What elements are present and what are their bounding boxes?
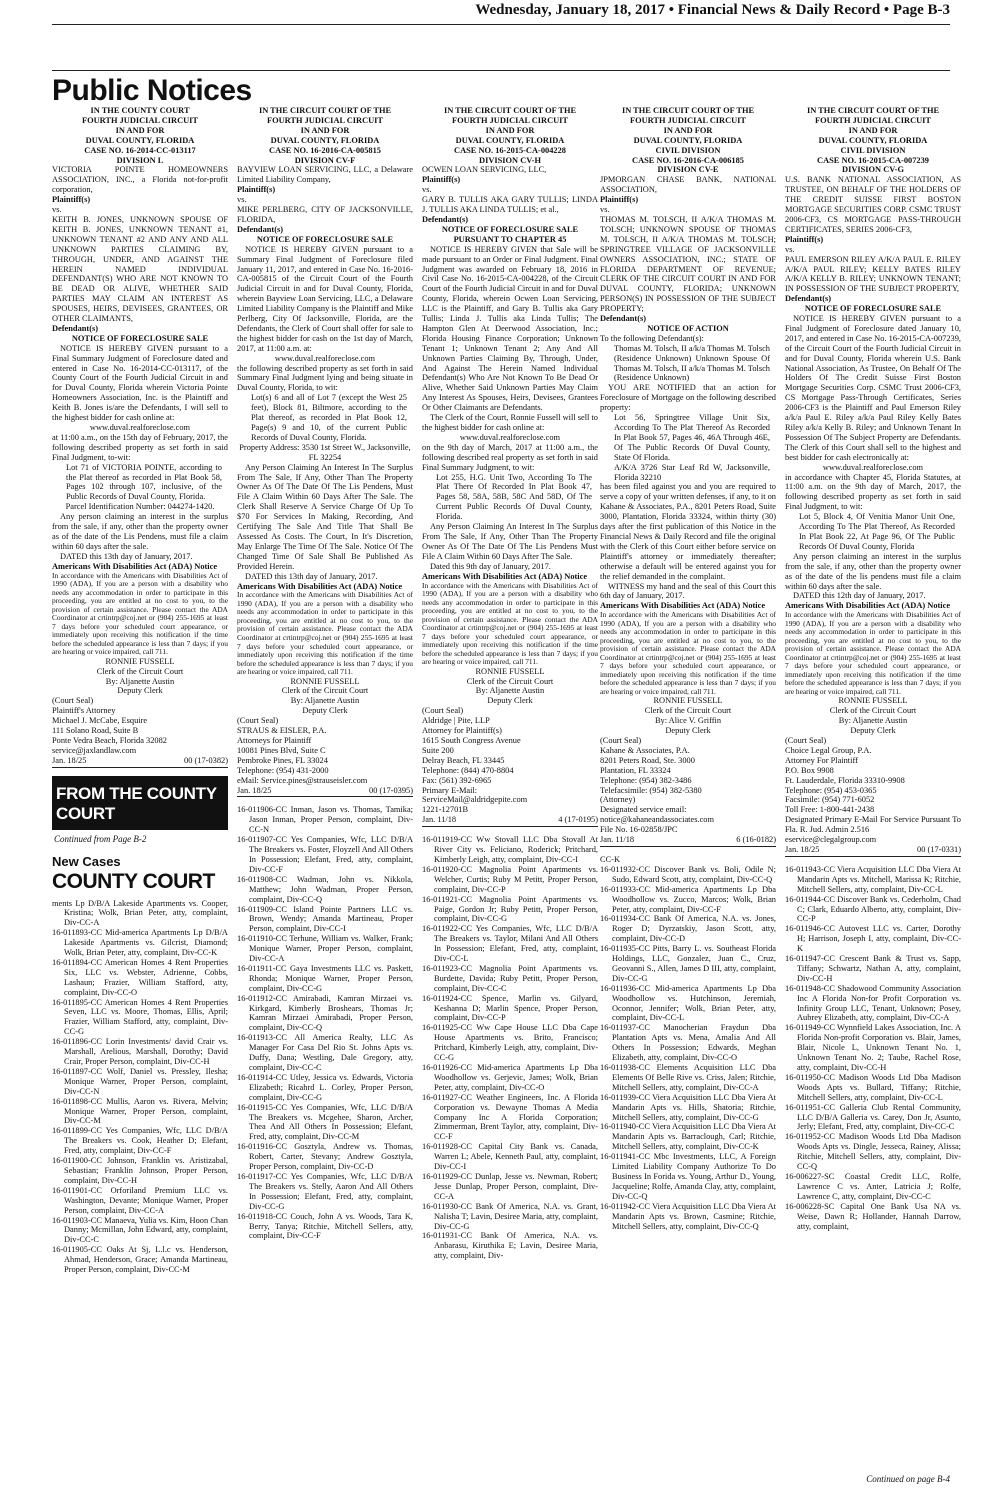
case-entry: 16-011900-CC Johnson, Franklin vs. Aristizabal, Sebastian; Franklin Johnson, Proper Person, complaint, Div-CC-H (52, 1156, 228, 1185)
notice-body-line: RONNIE FUSSELL (290, 676, 360, 686)
notice-body-line: Pembroke Pines, FL 33024 (237, 755, 328, 765)
notice-heading-line: IN THE CIRCUIT COURT OF THE (443, 106, 577, 115)
notice-ad-number: 00 (17-0395) (369, 785, 413, 795)
notice-body-line: www.duval.realforeclose.com (822, 462, 924, 472)
notice-body-line: THOMAS M. TOLSCH, II A/K/A THOMAS M. TOLSCH; UNKNOWN SPOUSE OF THOMAS M. TOLSCH, II A/K/A THOMAS M. TOLSCH; SPRINGTREE VILLAGE OF JACKSONVILLE OWNERS ASSOCIATION, INC.; STATE OF FLORIDA DEPARTMENT OF REVENUE; CLERK OF THE CIRCUIT COURT IN AND FOR DUVAL COUNTY, FLORIDA; UNKNOWN PERSON(S) IN POSSESSION OF THE SUBJECT PROPERTY; (600, 214, 776, 314)
notice-body-line: By: Aljanette Austin (105, 676, 175, 686)
case-entry: ments Lp D/B/A Lakeside Apartments vs. Cooper, Kristina; Wolk, Brian Peter, atty, complaint, Div-CC-A (52, 898, 228, 928)
case-entry: 16-011913-CC All America Realty, LLC As Manager For Casa Del Rio St. Johns Apts vs. Duffy, Dana; Westling, Dale Gregory, atty, complaint, Div-CC-C (237, 1033, 413, 1072)
case-entry: 16-011930-CC Bank Of America, N.A. vs. Grant, Nalisha T; Lavin, Desiree Maria, atty, complaint, Div-CC-G (422, 1201, 598, 1231)
notice-ad-number: 00 (17-0382) (184, 755, 228, 765)
notice-body-line: Aldridge | Pite, LLP (422, 716, 490, 726)
notice-body-line: DATED this 13th day of January, 2017. (245, 571, 378, 581)
case-entry: 16-011903-CC Manaeva, Yulia vs. Kim, Hoon Chan Danny; Mcmillan, John Edward, atty, complaint, Div-CC-C (52, 1215, 228, 1245)
notice-body-line: To the following Defendant(s): (600, 333, 704, 343)
notice-body-line: Telephone: (954) 431-2000 (237, 765, 329, 775)
header-rule (52, 24, 950, 25)
notice-body-line: Deputy Clerk (302, 706, 348, 716)
notice-body-line: STRAUS & EISLER, P.A. (237, 726, 327, 736)
notice-body-line: In accordance with the Americans with Disabilities Act of 1990 (ADA), If you are a person with a disability who needs any accommodation in order to participate in this proceeding, you are entitled at no cost to you, to the provision of certain assistance. Please contact the ADA Coordinator at crtintrp@coj.net or (904) 255-1695 at least 7 days before your scheduled court appearance, or immediately upon receiving this notification if the time before the scheduled appearance is less than 7 days; if you are hearing or voice impaired, call 711. (785, 610, 961, 696)
notice-body-line: DATED this 12th day of January, 2017. (793, 591, 926, 601)
notice-heading-line: DIVISION L (116, 155, 164, 165)
notice-ad-number: 6 (16-0182) (736, 835, 776, 845)
notice-body-line: Dated this 9th day of January, 2017. (430, 561, 551, 571)
notice-body-line: Deputy Clerk (487, 696, 533, 706)
case-entry: 16-011909-CC Island Pointe Partners LLC vs. Brown, Wendy; Amanda Martineau, Proper Person, complaint, Div-CC-I (237, 904, 413, 934)
case-entry: 16-011897-CC Wolf, Daniel vs. Pressley, Ilesha; Monique Warner, Proper Person, complaint, Div-CC-N (52, 1066, 228, 1096)
notice-body-line: Ponte Vedra Beach, Florida 32082 (52, 736, 167, 745)
case-entry: 16-011946-CC Autovest LLC vs. Carter, Dorothy H; Harrison, Joseph I, atty, complaint, Div-CC-K (785, 924, 961, 954)
case-entry: 16-011916-CC Gosztyla, Andrew vs. Thomas, Robert, Carter, Stevany; Andrew Gosztyla, Proper Person, complaint, Div-CC-D (237, 1142, 413, 1172)
notice-body-line: on the 9th day of March, 2017 at 11:00 a.m., the following described real property as set forth in said Final Summary Judgment, to wit: (422, 442, 598, 472)
notice-body-line: the following described property as set forth in said Summary Final Judgment lying and being situate in Duval County, Florida, to wit: (237, 363, 413, 393)
case-entry: 16-011907-CC Yes Companies, Wfc, LLC D/B/A The Breakers vs. Foster, Floyzell And All Others In Possession; Elefant, Fred, atty, complaint, Div-CC-F (237, 835, 413, 874)
county-court-banner: FROM THE COUNTY COURT (52, 776, 228, 830)
notice-body-line: RONNIE FUSSELL (653, 696, 723, 706)
notice-body-line: Designated service email: (600, 805, 687, 815)
case-entry: 16-011948-CC Shadowood Community Association Inc A Florida Non-for Profit Corporation vs. Infinity Group LLC, Tenant, Unknown; Posey, Aubrey Elizabeth, atty, complaint, Div-CC-A (785, 983, 961, 1023)
notice-body-line: P.O. Box 9908 (785, 765, 834, 775)
case-list (600, 855, 776, 1231)
notice-body-line: Americans With Disabilities Act (ADA) Notice (52, 561, 218, 571)
notice-body-line: (Court Seal) (600, 736, 642, 745)
notice-body-line: Clerk of the Circuit Court (466, 676, 554, 686)
notice-body-line: Clerk of the Circuit Court (829, 706, 917, 716)
notice-body-line: 1221-12701B (422, 805, 469, 815)
notice-body-line: (Court Seal) (422, 706, 464, 716)
notice-heading-line: CASE NO. 16-2015-CA-004228 (454, 145, 566, 155)
notice-heading-line: DIVISION CV-H (479, 155, 541, 165)
notice-body-line: In accordance with the Americans with Disabilities Act of 1990 (ADA), If you are a person with a disability who needs any accommodation in order to participate in this proceeding, you are entitled at no cost to you, to the provision of certain assistance. Please contact the ADA Coordinator at crtintrp@coj.net or (904) 255-1695 at least 7 days before your scheduled court appearance, or immediately upon receiving this notification if the time before the scheduled appearance is less than 7 days; if you are hearing or voice impaired, call 711. (52, 570, 228, 657)
notice-body-line: Plaintiff(s) (422, 175, 461, 185)
notice-body-line: Primary E-Mail: (422, 785, 478, 795)
case-entry: 16-011926-CC Mid-america Apartments Lp Dba Woodhollow vs. Gerjevic, James; Wolk, Brian Peter, atty, complaint, Div-CC-O (422, 1063, 598, 1092)
notice-body-line: www.duval.realforeclose.com (89, 423, 191, 432)
case-entry: 16-011895-CC American Homes 4 Rent Properties Seven, LLC vs. Moore, Thomas, Ellis, April; Frazier, William Stafford, atty, complaint, Div-CC-G (52, 997, 228, 1037)
notice-body-line: By: Aljanette Austin (290, 696, 360, 706)
notice-heading-line: IN AND FOR (485, 125, 535, 135)
notice-heading-line: IN THE CIRCUIT COURT OF THE (806, 106, 940, 115)
case-entry: 16-011939-CC Viera Acquisition LLC Dba Viera At Mandarin Apts vs. Hills, Shatoria; Ritchie, Mitchell Sellers, atty, complaint, Div-CC-G (600, 1092, 776, 1122)
case-entry: 16-011943-CC Viera Acquisition LLC Dba Viera At Mandarin Apts vs. Mitchell, Marissa K; Ritchie, Mitchell Sellers, atty, complaint, Div-CC-L (785, 864, 961, 894)
notice-body-line: Americans With Disabilities Act (ADA) Notice (237, 581, 403, 591)
section-rule (52, 70, 950, 71)
notice-body-line: Clerk of the Circuit Court (644, 706, 732, 716)
notice-heading-line: FOURTH JUDICIAL CIRCUIT (451, 115, 569, 125)
case-list (52, 899, 228, 1275)
case-entry: 16-011906-CC Inman, Jason vs. Thomas, Tamika; Jason Inman, Proper Person, complaint, Div-CC-N (237, 805, 413, 835)
notice-run-dates: Jan. 11/18 (422, 815, 457, 825)
case-entry: 16-011912-CC Amirabadi, Kamran Mirzaei vs. Kirkgard, Kimberly Broshears, Thomas Jr; Kamran Mirzaei Amirabadi, Proper Person, complaint, Div-CC-Q (237, 993, 413, 1033)
notice-heading-line: FOURTH JUDICIAL CIRCUIT (266, 115, 384, 125)
case-entry: 16-011951-CC Galleria Club Rental Community, LLC D/B/A Galleria vs. Carey, Don Jr, Asunto, Jerly; Elefant, Fred, atty, complaint, Div-CC-C (785, 1102, 961, 1132)
notice-column-5 (785, 106, 961, 1470)
notice-run-dates: Jan. 18/25 (785, 844, 820, 854)
notice-body-line: PAUL EMERSON RILEY A/K/A PAUL E. RILEY A/K/A PAUL RILEY; KELLY BATES RILEY A/K/A KELLY B. RILEY; UNKNOWN TENANT; IN POSSESSION OF THE SUBJECT PROPERTY, (785, 254, 961, 294)
case-entry: 16-006227-SC Coastal Credit LLC, Rolfe, Lawrence C vs. Anter, Latricia J; Rolfe, Lawrence C, atty, complaint, Div-CC-C (785, 1171, 961, 1201)
notice-heading-line: DUVAL COUNTY, FLORIDA (85, 135, 195, 145)
case-entry: 16-011928-CC Capital City Bank vs. Canada, Warren L; Abele, Kenneth Paul, atty, complaint, Div-CC-I (422, 1142, 598, 1172)
notice-body-line: 111 Solano Road, Suite B (52, 726, 139, 736)
notice-heading-line: IN AND FOR (300, 125, 350, 135)
notice-body-line: Suite 200 (422, 745, 454, 755)
notice-body-line: In accordance with the Americans with Disabilities Act of 1990 (ADA), If you are a person with a disability who needs any accommodation in order to participate in this proceeding, you are entitled at no cost to you, to the provision of certain assistance. Please contact the ADA Coordinator at crtintrp@coj.net or (904) 255-1695 at least 7 days before your scheduled court appearance, or immediately upon receiving this notification if the time before the scheduled appearance is less than 7 days; if you are hearing or voice impaired, call 711. (422, 580, 598, 667)
case-entry: 16-011920-CC Magnolia Point Apartments vs. Welcher, Curtis; Ruby M Petitt, Proper Person, complaint, Div-CC-P (422, 864, 598, 894)
notice-body-line: Michael J. McCabe, Esquire (52, 716, 148, 726)
case-entry: 16-011908-CC Wadman, John vs. Nikkola, Matthew; John Wadman, Proper Person, complaint, Div-CC-Q (237, 874, 413, 904)
notice-body-line: notice@kahaneandassociates.com (600, 815, 714, 825)
notice-body-line: Americans With Disabilities Act (ADA) Notice (785, 601, 951, 611)
case-entry: 16-011901-CC Orforiland Premium LLC vs. Washington, Devante; Monique Warner, Proper Person, complaint, Div-CC-A (52, 1185, 228, 1215)
notice-heading-line: DUVAL COUNTY, FLORIDA (818, 135, 928, 145)
case-entry: 16-011918-CC Couch, John A vs. Woods, Tara K, Berry, Tanya; Ritchie, Mitchell Sellers, atty, complaint, Div-CC-F (237, 1211, 413, 1241)
notice-body-line: The Clerk of the Court, Ronnie Fussell will sell to the highest bidder for cash online at: (422, 413, 598, 432)
notice-body-line: Parcel Identification Number: 044274-1420. (65, 502, 215, 512)
notice-footer (237, 786, 413, 798)
notice-body-line: Plaintiff(s) (600, 195, 639, 205)
notice-body-line: Facsimile: (954) 771-6052 (785, 795, 875, 805)
notice-body-line: MIKE PERLBERG, CITY OF JACKSONVILLE, FLORIDA, (237, 205, 413, 224)
notice-body-line: 8201 Peters Road, Ste. 3000 (600, 755, 695, 765)
case-entry: 16-011914-CC Utley, Jessica vs. Edwards, Victoria Elizabeth; Ricahrd L. Corley, Proper Person, complaint, Div-CC-G (237, 1072, 413, 1102)
notice-body-line: vs. (600, 205, 610, 215)
section-title: Public Notices (52, 74, 252, 107)
notice-heading-line: FOURTH JUDICIAL CIRCUIT (81, 115, 199, 125)
notice-ad-number: 4 (17-0195) (558, 815, 598, 825)
notice-heading-line: IN AND FOR (848, 125, 898, 135)
notice-heading-line: CASE NO. 16-2016-CA-006185 (632, 155, 744, 165)
notice-body-line: 10081 Pines Blvd, Suite C (237, 745, 326, 755)
notice-body-line: WITNESS my hand and the seal of this Court this 6th day of January, 2017. (600, 581, 776, 601)
notice-body-line: www.duval.realforeclose.com (274, 353, 376, 363)
notice-body-line: Thomas M. Tolsch, II a/k/a Thomas M. Tolsch (Residence Unknown) Unknown Spouse Of Thomas M. Tolsch, II a/k/a Thomas M. Tolsch (Residence Unknown) (614, 343, 770, 383)
notice-body-line: OCWEN LOAN SERVICING, LLC, (422, 165, 547, 175)
notice-body-line: KEITH B. JONES, UNKNOWN SPOUSE OF KEITH B. JONES, UNKNOWN TENANT #1, UNKNOWN TENANT #2 AND ANY AND ALL UNKNOWN PARTIES CLAIMING BY, THROUGH, UNDER, AND AGAINST THE HEREIN NAMED INDIVIDUAL DEFENDANT(S) WHO ARE NOT KNOWN TO BE DEAD OR ALIVE, WHETHER SAID PARTIES MAY CLAIM AN INTEREST AS SPOUSES, HEIRS, DEVISEES, GRANTEES, OR OTHER CLAIMANTS, (52, 214, 228, 324)
notice-heading-line: CIVIL DIVISION (840, 145, 906, 155)
case-entry: 16-011949-CC Wynnfield Lakes Association, Inc. A Florida Non-profit Corporation vs. Blair, James, Blair, Nicole L, Unknown Tenant No. 1, Unknown Tenant No. 2; Taube, Rachel Rose, atty, complaint, Div-CC-H (785, 1023, 961, 1072)
notice-body-line: ServiceMail@aldridgepite.com (422, 795, 528, 805)
notice-body-line: Choice Legal Group, P.A. (785, 745, 872, 755)
notice-body-line: vs. (785, 244, 795, 254)
case-entry: 16-011927-CC Weather Engineers, Inc. A Florida Corporation vs. Dewayne Thomas A Media Company Inc A Florida Corporation; Zimmerman, Brent Taylor, atty, complaint, Div-CC-F (422, 1092, 598, 1142)
notice-body-line: Lot 71 of VICTORIA POINTE, according to the Plat thereof as recorded in Plat Book 58, Pages 102 through 107, inclusive, of the Public Records of Duval County, Florida. (66, 462, 222, 502)
case-entry: 16-011933-CC Mid-america Apartments Lp Dba Woodhollow vs. Zucco, Marcos; Wolk, Brian Peter, atty, complaint, Div-CC-F (600, 884, 776, 914)
case-list (422, 835, 598, 1261)
notice-body-line: Telephone: (954) 453-0365 (785, 785, 877, 795)
case-entry: 16-011893-CC Mid-america Apartments Lp D/B/A Lakeside Apartments vs. Gilcrist, Diamond; Wolk, Brian Peter, atty, complaint, Div-CC-K (52, 928, 228, 958)
case-entry: 16-011952-CC Madison Woods Ltd Dba Madison Woods Apts vs. Dingle, Jesseca, Rainey, Alissa; Ritchie, Mitchell Sellers, atty, complaint, Div-CC-Q (785, 1132, 961, 1172)
notice-footer (600, 835, 776, 847)
case-entry: 16-011910-CC Terhune, William vs. Walker, Frank; Monique Warner, Proper Person, complaint, Div-CC-A (237, 934, 413, 964)
notice-body-line: NOTICE OF FORECLOSURE SALE (256, 234, 394, 244)
notice-body-line: A/K/A 3726 Star Leaf Rd W, Jacksonville, Florida 32210 (614, 462, 770, 482)
notice-body-line: Lot 5, Block 4, Of Venitia Manor Unit One, According To The Plat Thereof, As Recorded In Plat Book 22, At Page 96, Of The Public Records Of Duval County, Florida (799, 512, 955, 551)
notice-body-line: JPMORGAN CHASE BANK, NATIONAL ASSOCIATION, (600, 175, 776, 195)
county-court-title: COUNTY COURT (52, 869, 215, 893)
case-entry: 16-011929-CC Dunlap, Jesse vs. Newman, Robert; Jesse Dunlap, Proper Person, complaint, Div-CC-A (422, 1171, 598, 1201)
notice-footer (785, 845, 961, 857)
notice-body-line: NOTICE OF FORECLOSURE SALE (804, 304, 942, 314)
notice-body-line: VICTORIA POINTE HOMEOWNERS ASSOCIATION, INC., a Florida not-for-profit corporation, (52, 165, 228, 195)
notice-body-line: NOTICE IS HEREBY GIVEN pursuant to a Final Summary Judgment of Foreclosure dated and entered in Case No. 16-2014-CC-013117, of the County Court of the Fourth Judicial Circuit in and for Duval County, Florida wherein Victoria Pointe Homeowners Association, Inc. is the Plaintiff and Keith B. Jones is/are the Defendants, I will sell to the highest bidder for cash online at: (52, 343, 228, 423)
notice-body-line: www.duval.realforeclose.com (459, 432, 561, 442)
notice-body-line: NOTICE IS HEREBY GIVEN pursuant to a Final Judgment of Foreclosure dated January 10, 2017, and entered in Case No. 16-2015-CA-007239, of the Circuit Court of the Fourth Judicial Circuit in and for Duval County, Florida wherein U.S. Bank National Association, As Trustee, On Behalf Of The Holders Of The Credit Suisse First Boston Mortgage Securities Corp. CSMC Trust 2006-CF3, CS Mortgage Pass-Through Certificates, Series 2006-CF3 is the Plaintiff and Paul Emerson Riley a/k/a Paul E. Riley a/k/a Paul Riley Kelly Bates Riley a/k/a Kelly B. Riley; and Unknown Tenant In Possession Of The Subject Property are Defendants. The Clerk of this Court shall sell to the highest and best bidder for cash electronically at: (785, 314, 961, 462)
notice-body-line: In accordance with the Americans with Disabilities Act of 1990 (ADA), If you are a person with a disability who needs any accommodation in order to participate in this proceeding, you are entitled at no cost to you, to the provision of certain assistance. Please contact the ADA Coordinator at crtintrp@coj.net or (904) 255-1695 at least 7 days before your scheduled court appearance, or immediately upon receiving this notification if the time before the scheduled appearance is less than 7 days; if you are hearing or voice impaired, call 711. (600, 610, 776, 696)
case-list (785, 865, 961, 1232)
notice-body-line: eMail: Service.pines@strauseisler.com (237, 775, 368, 785)
notice-body-line: 1615 South Congress Avenue (422, 736, 521, 745)
notice-body-line: By: Aljanette Austin (838, 716, 908, 726)
case-entry: 16-011940-CC Viera Acquisition LLC Dba Viera At Mandarin Apts vs. Barraclough, Carl; Ritchie, Mitchell Sellers, atty, complaint, Div-CC-K (600, 1122, 776, 1152)
notice-body-line: Any person claiming an interest in the surplus from the sale, if any, other than the property owner as of the date of the lis pendens must file a claim within 60 days after the sale. (785, 551, 961, 591)
notice-body-line: Deputy Clerk (665, 726, 711, 736)
notice-body-line: (Court Seal) (52, 696, 94, 706)
notice-heading-line: FOURTH JUDICIAL CIRCUIT (814, 115, 932, 125)
notice-heading-line: IN THE CIRCUIT COURT OF THE (621, 106, 755, 115)
notice-body-line: Lot 56, Springtree Village Unit Six, According To The Plat Thereof As Recorded In Plat Book 57, Pages 46, 46A Through 46E, Of The Public Records Of Duval County, State Of Florida. (614, 413, 770, 462)
notice-body-line: Kahane & Associates, P.A. (600, 745, 690, 755)
case-entry: 16-011894-CC American Homes 4 Rent Properties Six, LLC vs. Webster, Adrienne, Cobbs, Lashaun; Frazier, William Stafford, atty, complaint, Div-CC-O (52, 957, 228, 997)
notice-column-4 (600, 106, 776, 1470)
notice-body-line: NOTICE IS HEREBY GIVEN that Sale will be made pursuant to an Order or Final Judgment. Final Judgment was awarded on February 18, 2016 in Civil Case No. 16-2015-CA-004228, of the Circuit Court of the Fourth Judicial Circuit in and for Duval County, Florida, wherein Ocwen Loan Servicing, LLC is the Plaintiff, and Gary B. Tullis aka Gary Tullis; Linda J. Tullis aka Linda Tullis; The Hampton Glen At Deerwood Association, Inc.; Florida Housing Finance Corporation; Unknown Tenant 1; Unknown Tenant 2; Any And All Unknown Parties Claiming By, Through, Under, And Against The Herein Named Individual Defendant(s) Who Are Not Known To Be Dead Or Alive, Whether Said Unknown Parties May Claim Any Interest As Spouses, Heirs, Devisees, Grantees Or Other Claimants are Defendants. (422, 244, 598, 413)
notice-body-line: Lot(s) 6 and all of Lot 7 (except the West 25 feet), Block 81, Biltmore, according to the Plat thereof, as recorded in Plat Book 12, Page(s) 9 and 10, of the current Public Records of Duval County, Florida. (251, 393, 407, 442)
notice-body-line: Defendant(s) (785, 294, 832, 304)
notice-body-line: at 11:00 a.m., on the 15th day of February, 2017, the following described property as set forth in said Final Judgment, to-wit: (52, 432, 228, 462)
notice-body-line: Plaintiff's Attorney (52, 706, 116, 716)
case-entry: 16-011922-CC Yes Companies, Wfc, LLC D/B/A The Breakers vs. Taylor, Milani And All Others In Possession; Elefant, Fred, atty, complaint, Div-CC-L (422, 924, 598, 964)
case-entry: 16-011941-CC Mbc Investments, LLC, A Foreign Limited Liability Company Authorize To Do Business In Forida vs. Young, Arthur D., Young, Jacqueline; Rolfe, Amanda Clay, atty, complaint, Div-CC-Q (600, 1152, 776, 1201)
notice-body-line: has been filed against you and you are required to serve a copy of your written defenses, if any, to it on Kahane & Associates, P.A., 8201 Peters Road, Suite 3000, Plantation, Florida 33324, within thirty (30) days after the first publication of this Notice in the Financial News & Daily Record and file the original with the Clerk of this Court either before service on Plaintiff's attorney or immediately thereafter; otherwise a default will be entered against you for the relief demanded in the complaint. (600, 482, 776, 581)
notice-run-dates: Jan. 11/18 (600, 835, 635, 845)
notice-body-line: Deputy Clerk (117, 686, 163, 696)
case-entry: 16-011905-CC Oaks At Sj, L.l.c vs. Henderson, Ahmad, Henderson, Grace; Amanda Martineau, Proper Person, complaint, Div-CC-M (52, 1245, 228, 1275)
notice-body-line: (Attorney) (600, 795, 636, 805)
notice-body-line: Defendant(s) (237, 224, 284, 234)
case-entry: 16-011917-CC Yes Companies, Wfc, LLC D/B/A The Breakers vs. Stelly, Aaron And All Others In Possession; Elefant, Fred, atty, complaint, Div-CC-G (237, 1171, 413, 1211)
notice-body-line: BAYVIEW LOAN SERVICING, LLC, a Delaware Limited Liability Company, (237, 165, 413, 185)
notice-body-line: Americans With Disabilities Act (ADA) Notice (600, 601, 766, 611)
case-entry: 16-011925-CC Ww Cape House LLC Dba Cape House Apartments vs. Brito, Francisco; Pritchard, Kimberly Leigh, atty, complaint, Div-CC-G (422, 1023, 598, 1063)
notice-body-line: in accordance with Chapter 45, Florida Statutes, at 11:00 a.m. on the 9th day of March, 2017, the following described property as set forth in said Final Judgment, to wit: (785, 472, 961, 512)
notice-body-line: Any Person Claiming An Interest In The Surplus From The Sale, If Any, Other Than The Property Owner As Of The Date Of The Lis Pendens Must File A Claim Within 60 Days After The Sale. (422, 522, 598, 561)
notice-body-line: NOTICE OF FORECLOSURE SALE (71, 333, 209, 343)
notice-body-line: Defendant(s) (52, 323, 99, 333)
notice-body-line: Delray Beach, FL 33445 (422, 755, 505, 765)
notice-body-line: By: Alice V. Griffin (654, 716, 722, 726)
notice-heading-line: IN AND FOR (663, 125, 713, 135)
notice-body-line: In accordance with the Americans with Disabilities Act of 1990 (ADA), If you are a person with a disability who needs any accommodation in order to participate in this proceeding, you are entitled at no cost to you, to the provision of certain assistance. Please contact the ADA Coordinator at crtintrp@coj.net or (904) 255-1695 at least 7 days before your scheduled court appearance, or immediately upon receiving this notification if the time before the scheduled appearance is less than 7 days; if you are hearing or voice impaired, call 711. (237, 590, 413, 677)
notice-body-line: vs. (52, 205, 62, 215)
continued-on-note: Continued on page B-4 (866, 1474, 950, 1484)
case-entry: 16-011921-CC Magnolia Point Apartments vs. Paige, Gordon Jr; Ruby Petitt, Proper Person, complaint, Div-CC-G (422, 894, 598, 924)
notice-body-line: DATED this 13th day of January, 2017. (60, 551, 193, 561)
notice-body-line: Plaintiff(s) (785, 234, 824, 244)
case-entry: 16-011896-CC Lorin Investments/ david Crair vs. Marshall, Arelious, Marshall, Dorothy; David Crair, Proper Person, complaint, Div-CC-H (52, 1037, 228, 1067)
notice-body-line: Telefacsimile: (954) 382-5380 (600, 785, 702, 795)
notice-heading-line: FOURTH JUDICIAL CIRCUIT (629, 115, 747, 125)
notice-heading-line: DUVAL COUNTY, FLORIDA (270, 135, 380, 145)
notice-heading-line: DUVAL COUNTY, FLORIDA (455, 135, 565, 145)
notice-body-line: Designated Primary E-Mail For Service Pursuant To Fla. R. Jud. Admin 2.516 (785, 815, 961, 835)
page-running-header: Wednesday, January 18, 2017 • Financial News & Daily Record • Page B-3 (475, 2, 950, 18)
case-entry: 16-011924-CC Spence, Marlin vs. Gilyard, Keshanna D; Marlin Spence, Proper Person, complaint, Div-CC-P (422, 993, 598, 1023)
notice-heading-line: CIVIL DIVISION (655, 145, 721, 155)
notice-body-line: GARY B. TULLIS AKA GARY TULLIS; LINDA J. TULLIS AKA LINDA TULLIS; et al., (422, 195, 598, 215)
notice-heading-line: DIVISION CV-F (294, 155, 356, 165)
continued-from-note: Continued from Page B-2 (54, 833, 147, 844)
notice-body-line: U.S. BANK NATIONAL ASSOCIATION, AS TRUSTEE, ON BEHALF OF THE HOLDERS OF THE CREDIT SUISSE FIRST BOSTON MORTGAGE SECURITIES CORP. CSMC TRUST 2006-CF3, CS MORTGAGE PASS-THROUGH CERTIFICATES, SERIES 2006-CF3, (785, 175, 961, 234)
notice-body-line: File No. 16-02858/JPC (600, 825, 678, 835)
notice-body-line: Any Person Claiming An Interest In The Surplus From The Sale, If Any, Other Than The Property Owner As Of The Date Of The Lis Pendens, Must File A Claim Within 60 Days After The Sale. The Clerk Shall Reserve A Service Charge Of Up To $70 For Services In Making, Recording, And Certifying The Sale And Title That Shall Be Assessed As Costs. The Court, In It's Discretion, May Enlarge The Time Of The Sale. Notice Of The Changed Time Of Sale Shall Be Published As Provided Herein. (237, 462, 413, 571)
notice-body-line: Clerk of the Circuit Court (281, 686, 369, 696)
case-entry: 16-006228-SC Capital One Bank Usa NA vs. Weise, Dawn R; Hollander, Hannah Darrow, atty, complaint, (785, 1201, 961, 1231)
notice-body-line: vs. (237, 195, 247, 205)
notice-run-dates: Jan. 18/25 (237, 785, 272, 795)
notice-body-line: Plantation, FL 33324 (600, 765, 671, 775)
notice-body-line: RONNIE FUSSELL (838, 696, 908, 706)
notice-body-line: Plaintiff(s) (237, 185, 276, 195)
case-entry: 16-011915-CC Yes Companies, Wfc, LLC D/B/A The Breakers vs. Mcgehee, Sharon, Archer, Thea And All Others In Possession; Elefant, Fred, atty, complaint, Div-CC-M (237, 1102, 413, 1142)
case-entry: 16-011911-CC Gaya Investments LLC vs. Paskett, Rhonda; Monique Warner, Proper Person, complaint, Div-CC-G (237, 963, 413, 993)
case-entry: 16-011935-CC Pitts, Barry L. vs. Southeast Florida Holdings, LLC, Gonzalez, Juan C., Cruz, Geovanni S., Allen, James D III, atty, complaint, Div-CC-G (600, 944, 776, 983)
notice-body-line: Defendant(s) (422, 214, 469, 224)
notice-ad-number: 00 (17-0331) (917, 844, 961, 854)
notice-heading-line: DUVAL COUNTY, FLORIDA (633, 135, 743, 145)
notice-body-line: Toll Free: 1-800-441-2438 (785, 805, 875, 815)
notice-body-line: vs. (422, 185, 432, 195)
case-entry: 16-011938-CC Elements Acquisition LLC Dba Elements Of Belle Rive vs. Criss, Jalen; Ritchie, Mitchell Sellers, atty, complaint, Div-CC-A (600, 1063, 776, 1092)
notice-column-2 (237, 106, 413, 1470)
case-entry: 16-011950-CC Madison Woods Ltd Dba Madison Woods Apts vs. Bullard, Tiffany; Ritchie, Mitchell Sellers, atty, complaint, Div-CC-L (785, 1072, 961, 1102)
notice-body-line: Clerk of the Circuit Court (96, 666, 184, 676)
case-entry: 16-011947-CC Crescent Bank & Trust vs. Sapp, Tiffany; Schwartz, Nathan A, atty, complaint, Div-CC-H (785, 954, 961, 983)
notice-body-line: service@jaxlandlaw.com (52, 745, 137, 755)
notice-body-line: Property Address: 3530 1st Street W., Jacksonville, FL 32254 (239, 442, 411, 462)
notice-body-line: By: Aljanette Austin (475, 686, 545, 696)
notice-body-line: Deputy Clerk (850, 726, 896, 736)
notice-body-line: (Court Seal) (785, 736, 827, 745)
notice-body-line: RONNIE FUSSELL (475, 666, 545, 676)
notice-column-3 (422, 106, 598, 1470)
notice-body-line: Attorney For Plaintiff (785, 755, 858, 765)
notice-body-line: Attorney for Plaintiff(s) (422, 726, 502, 736)
notice-body-line: YOU ARE NOTIFIED that an action for Foreclosure of Mortgage on the following described property: (600, 383, 776, 413)
notice-heading-line: DIVISION CV-G (842, 165, 904, 175)
case-entry: 16-011944-CC Discover Bank vs. Cederholm, Chad C; Clark, Eduardo Alberto, atty, complaint, Div-CC-P (785, 894, 961, 924)
new-cases-heading: New Cases (52, 854, 121, 870)
notice-body-line: NOTICE IS HEREBY GIVEN pursuant to a Summary Final Judgment of Foreclosure filed January 11, 2017, and entered in Case No. 16-2016-CA-005815 of the Circuit Court of the Fourth Judicial Circuit in and for Duval County, Florida, wherein Bayview Loan Servicing, LLC, a Delaware Limited Liability Company is the Plaintiff and Mike Perlberg, City Of Jacksonville, Florida, are the Defendants, the Clerk of Court shall offer for sale to the highest bidder for cash on the 1st day of March, 2017, at 11:00 a.m. at: (237, 244, 413, 353)
notice-body-line: NOTICE OF ACTION (647, 323, 729, 333)
notice-body-line: NOTICE OF FORECLOSURE SALE PURSUANT TO CHAPTER 45 (441, 224, 579, 244)
notice-body-line: Telephone: (844) 470-8804 (422, 765, 514, 775)
case-entry: 16-011899-CC Yes Companies, Wfc, LLC D/B/A The Breakers vs. Cook, Heather D; Elefant, Fred, atty, complaint, Div-CC-F (52, 1126, 228, 1156)
notice-heading-line: CASE NO. 16-2015-CA-007239 (817, 155, 929, 165)
case-entry: 16-011923-CC Magnolia Point Apartments vs. Burdette, Davida; Ruby Petitt, Proper Person, complaint, Div-CC-C (422, 963, 598, 993)
case-entry: 16-011931-CC Bank Of America, N.A. vs. Anbarasu, Kiruthika E; Lavin, Desiree Maria, atty, complaint, Div- (422, 1231, 598, 1261)
notice-heading-line: CASE NO. 16-2014-CC-013117 (84, 145, 196, 155)
case-entry: 16-011936-CC Mid-america Apartments Lp Dba Woodhollow vs. Hutchinson, Jeremiah, Oconnor, Jennifer; Wolk, Brian Peter, atty, complaint, Div-CC-L (600, 983, 776, 1023)
notice-heading-line: CASE NO. 16-2016-CA-005815 (269, 145, 381, 155)
notice-body-line: Attorneys for Plaintiff (237, 736, 312, 745)
notice-body-line: Telephone: (954) 382-3486 (600, 775, 692, 785)
notice-body-line: Lot 255, H.G. Unit Two, According To The Plat There Of Recorded In Plat Book 47, Pages 58, 58A, 58B, 58C And 58D, Of The Current Public Records Of Duval County, Florida. (436, 472, 592, 522)
case-entry: 16-011934-CC Bank Of America, N.A. vs. Jones, Roger D; Dyrzatskiy, Jason Scott, atty, complaint, Div-CC-D (600, 914, 776, 944)
notice-body-line: Ft. Lauderdale, Florida 33310-9908 (785, 775, 905, 785)
notice-footer (422, 815, 598, 827)
case-entry: 16-011898-CC Mullis, Aaron vs. Rivera, Melvin; Monique Warner, Proper Person, complaint, Div-CC-M (52, 1096, 228, 1126)
notice-body-line: (Court Seal) (237, 716, 279, 726)
notice-body-line: Any person claiming an interest in the surplus from the sale, if any, other than the property owner as of the date of the Lis Pendens, must file a claim within 60 days after the sale. (52, 512, 228, 551)
notice-run-dates: Jan. 18/25 (52, 755, 87, 765)
notice-body-line: Americans With Disabilities Act (ADA) Notice (422, 571, 588, 581)
notice-heading-line: IN THE CIRCUIT COURT OF THE (258, 106, 392, 115)
case-list (237, 805, 413, 1241)
notice-heading-line: DIVISION CV-E (657, 165, 719, 175)
notice-footer (52, 756, 228, 768)
notice-body-line: Defendant(s) (600, 314, 647, 324)
case-entry: 16-011932-CC Discover Bank vs. Boli, Odile N; Sudo, Edward Scott, atty, complaint, Div-CC-Q (600, 864, 776, 884)
notice-heading-line: IN AND FOR (115, 125, 165, 135)
case-entry: 16-011942-CC Viera Acquisition LLC Dba Viera At Mandarin Apts vs. Brown, Casmine; Ritchie, Mitchell Sellers, atty, complaint, Div-CC-Q (600, 1201, 776, 1231)
notice-heading-line: IN THE COUNTY COURT (90, 106, 190, 115)
case-entry: 16-011937-CC Manocherian Fraydun Dba Plantation Apts vs. Mena, Amalia And All Others In Possession; Edwards, Meghan Elizabeth, atty, complaint, Div-CC-O (600, 1023, 776, 1063)
notice-body-line: RONNIE FUSSELL (105, 656, 175, 666)
case-entry: CC-K (600, 854, 621, 864)
notice-body-line: eservice@clegalgroup.com (785, 835, 877, 845)
notice-body-line: Fax: (561) 392-6965 (422, 775, 492, 785)
notice-body-line: Plaintiff(s) (52, 195, 91, 205)
case-entry: 16-011919-CC Ww Stovall LLC Dba Stovall At River City vs. Feliciano, Roderick; Pritchard, Kimberly Leigh, atty, complaint, Div-CC-I (422, 835, 598, 864)
notice-column-1 (52, 106, 228, 1470)
